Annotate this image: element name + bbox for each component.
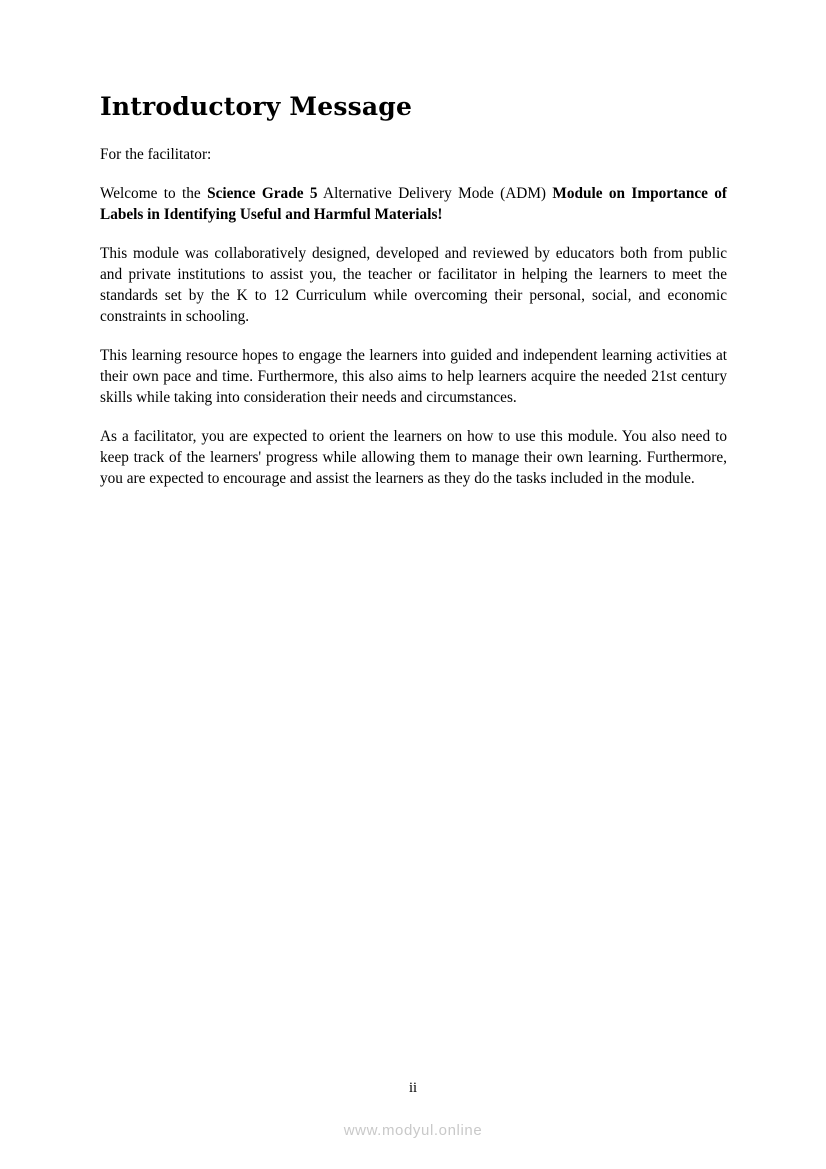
- welcome-module-title: Module on Importance of Labels in Identifying Useful and Harmful Materials!: [100, 185, 728, 223]
- welcome-subject: Science Grade 5: [207, 185, 318, 202]
- welcome-mid: Alternative Delivery Mode (ADM): [317, 185, 553, 202]
- body-paragraph-2: This learning resource hopes to engage the learners into guided and independent learning activities at their own pace and time. Furthermore, this also aims to help learners acquire the needed 21st century skills while taking into consideration their needs and circumstances.: [100, 347, 727, 406]
- facilitator-label: For the facilitator:: [100, 146, 212, 163]
- watermark: www.modyul.online: [343, 1122, 483, 1139]
- welcome-lead: Welcome to the: [100, 185, 208, 202]
- body-paragraph-3: As a facilitator, you are expected to orient the learners on how to use this module. You also need to keep track of the learners' progress while allowing them to manage their own learning. Furthermore, you are expected to encourage and assist the learners as they do the tasks included in the module.: [100, 428, 727, 487]
- page-number: ii: [408, 1080, 418, 1096]
- page-title: Introductory Message: [100, 92, 413, 121]
- welcome-paragraph: [100, 183, 727, 225]
- body-paragraph-1: This module was collaboratively designed, developed and reviewed by educators both from public and private institutions to assist you, the teacher or facilitator in helping the learners to meet the standards set by the K to 12 Curriculum while overcoming their personal, social, and economic constraints in schooling.: [100, 245, 727, 325]
- page-content: [100, 92, 727, 489]
